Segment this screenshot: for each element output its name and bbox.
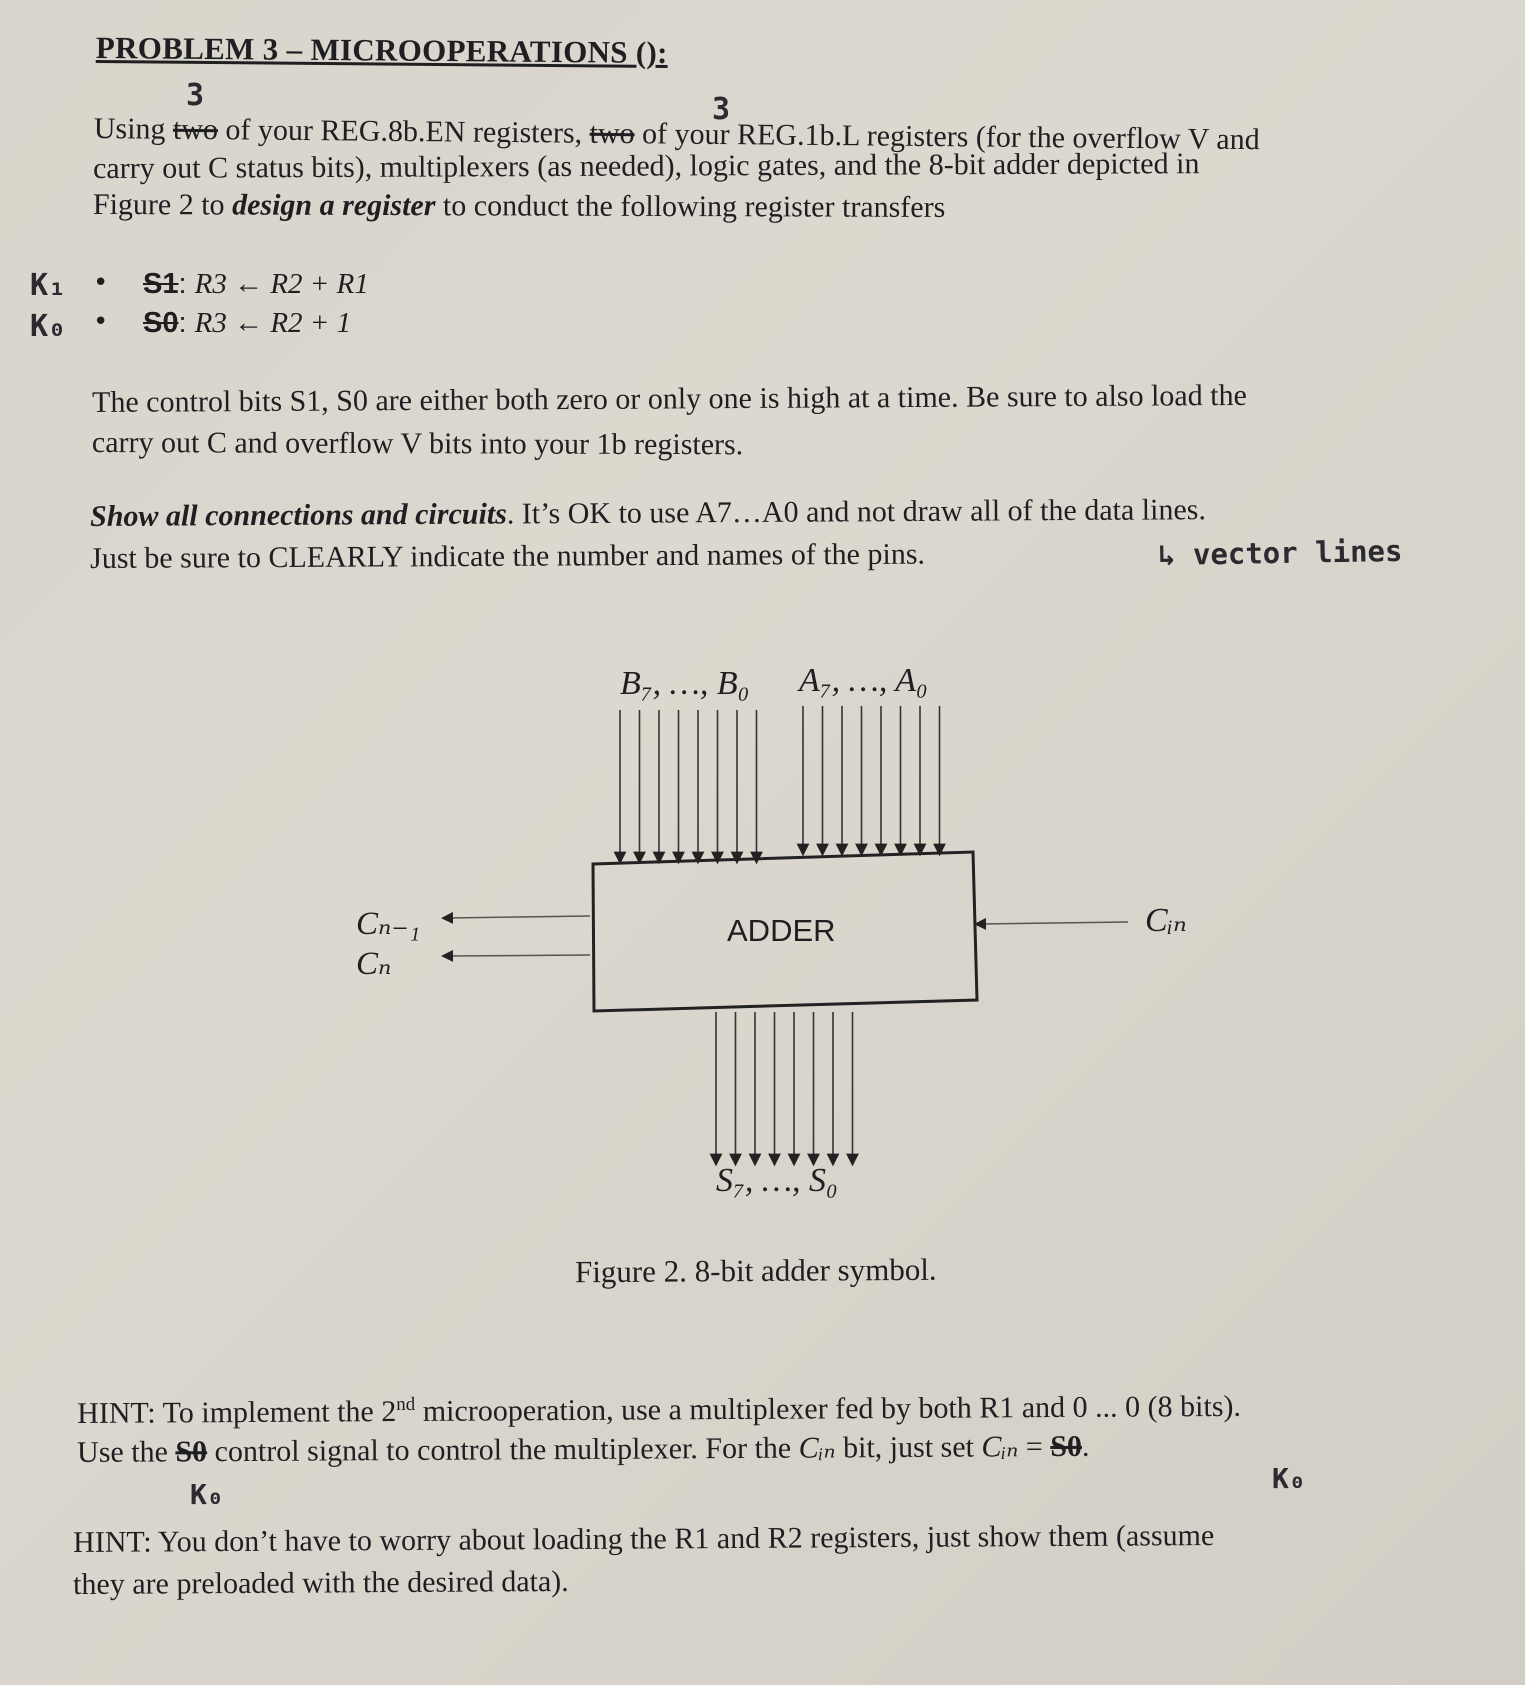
intro-text: to conduct the following register transfers — [435, 189, 946, 224]
label-cin: Cᵢₙ — [1145, 902, 1187, 939]
control-line-2: carry out C and overflow V bits into your 1b registers. — [91, 426, 744, 462]
intro-text: of your REG.1b.L registers (for the overflow V and — [634, 117, 1260, 157]
struck-control: S0 — [143, 307, 179, 339]
transfer-expression: R3 ← R2 + R1 — [194, 268, 369, 300]
transfer-2: S0: R3 ← R2 + 1 — [143, 307, 352, 339]
hint-text: Use the — [77, 1435, 176, 1469]
intro-text: of your REG.8b.EN registers, — [217, 113, 590, 150]
intro-text: Using — [93, 111, 174, 146]
hint-text: control signal to control the multiplexer. For the — [207, 1431, 799, 1469]
cin-line — [980, 922, 1128, 924]
hint-text: microoperation, use a multiplexer fed by both R1 and 0 ... 0 (8 bits). — [415, 1389, 1242, 1428]
cin-symbol: Cᵢₙ — [798, 1431, 836, 1465]
emphasis-text: design a register — [232, 188, 436, 223]
hint-text: . — [1081, 1429, 1090, 1463]
label-cn: Cₙ — [356, 946, 392, 982]
label-s-outputs: S₇, …, S₀ — [716, 1162, 838, 1199]
handwritten-count-1: 3 — [186, 78, 205, 113]
hint2-line-2: they are preloaded with the desired data). — [73, 1564, 569, 1601]
hint1-line-2 — [77, 1428, 1090, 1471]
hint-text: = — [1018, 1430, 1051, 1464]
problem-title: PROBLEM 3 – MICROOPERATIONS (): — [95, 30, 668, 70]
show-text: . It’s OK to use A7…A0 and not draw all of the data lines. — [506, 493, 1206, 531]
struck-control: S1 — [143, 268, 179, 300]
handwritten-k0-right: K₀ — [1272, 1462, 1306, 1495]
hint-text: HINT: To implement the 2 — [77, 1395, 397, 1430]
b-input-lines — [620, 710, 757, 858]
handwritten-k1: K₁ — [30, 268, 67, 303]
figure-caption: Figure 2. 8-bit adder symbol. — [574, 1251, 937, 1290]
intro-line-2: carry out C status bits), multiplexers (as needed), logic gates, and the 8-bit adder depicted in — [93, 147, 1200, 185]
struck-word: two — [589, 116, 635, 151]
transfer-1: S1: R3 ← R2 + R1 — [143, 268, 369, 300]
intro-text: Figure 2 to — [92, 187, 233, 222]
handwritten-k0: K₀ — [30, 309, 67, 344]
label-a-inputs: A₇, …, A₀ — [799, 662, 928, 699]
struck-control: S0 — [1050, 1429, 1083, 1464]
superscript: nd — [396, 1393, 416, 1416]
bullet-1: • — [93, 268, 109, 298]
cn1-line — [447, 916, 590, 918]
hint2-line-1: HINT: You don’t have to worry about loading the R1 and R2 registers, just show them (assume — [73, 1519, 1215, 1559]
handwritten-count-2: 3 — [712, 92, 731, 127]
s-output-lines — [716, 1012, 853, 1160]
struck-control: S0 — [175, 1435, 208, 1469]
hint1-line-1 — [77, 1381, 1241, 1432]
transfer-expression: R3 ← R2 + 1 — [194, 307, 352, 339]
cn-line — [447, 955, 590, 956]
label-b-inputs: B₇, …, B₀ — [620, 665, 750, 702]
adder-label: ADDER — [727, 913, 836, 948]
label-cn-minus-1: Cₙ₋₁ — [356, 906, 421, 942]
control-line-1: The control bits S1, S0 are either both zero or only one is high at a time. Be sure to also load the — [92, 378, 1247, 419]
struck-word: two — [172, 112, 219, 147]
a-input-lines — [803, 706, 940, 850]
show-line-2: Just be sure to CLEARLY indicate the number and names of the pins. — [90, 537, 926, 575]
hint-text: bit, just set — [835, 1430, 982, 1465]
handwritten-vector-note: ↳ vector lines — [1157, 533, 1403, 573]
emphasis-text: Show all connections and circuits — [90, 497, 507, 533]
cin-symbol: Cᵢₙ — [981, 1430, 1019, 1464]
handwritten-k0-left: K₀ — [190, 1478, 224, 1511]
bullet-2: • — [93, 307, 109, 337]
